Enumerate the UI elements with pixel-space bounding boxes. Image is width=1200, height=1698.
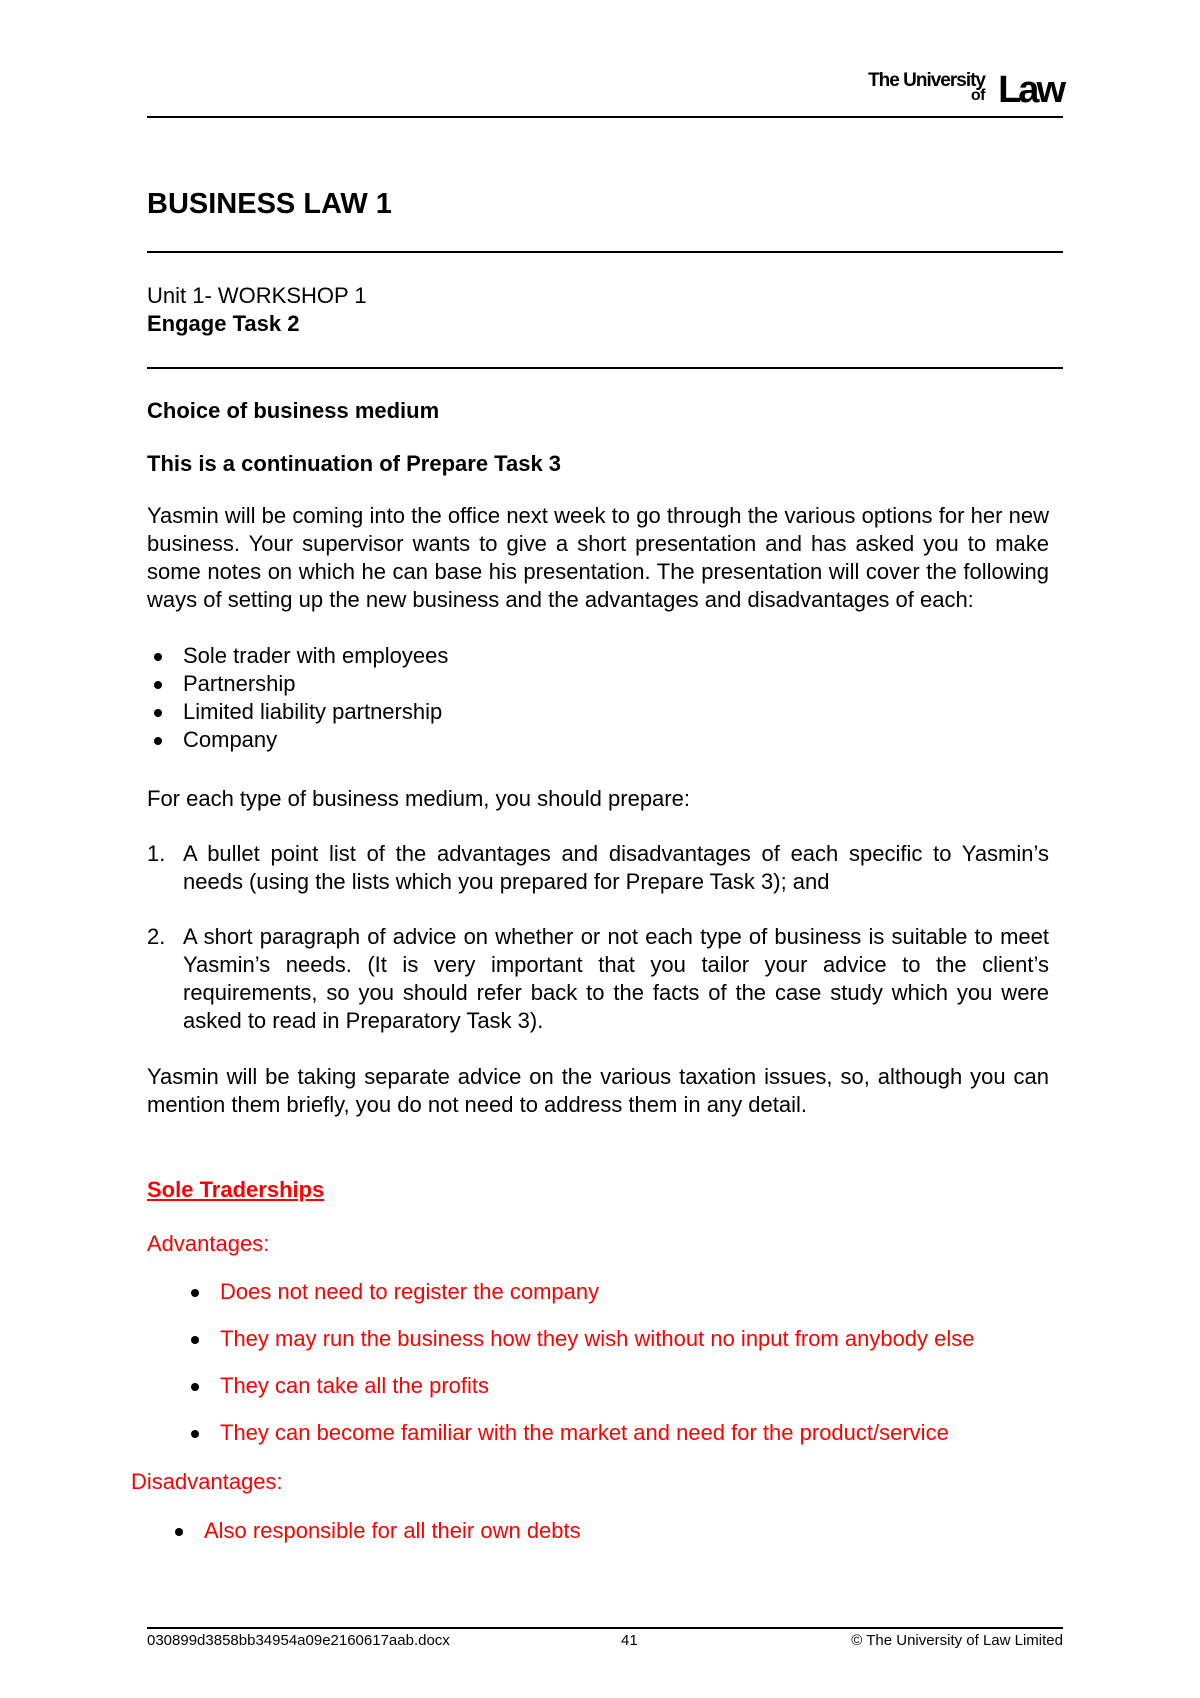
list-item: Limited liability partnership xyxy=(147,698,448,726)
step-number: 2. xyxy=(147,924,166,949)
bullet-icon xyxy=(154,737,162,745)
advantages-label: Advantages: xyxy=(147,1231,270,1256)
list-item: Company xyxy=(147,726,448,754)
logo-text-of: of xyxy=(970,87,985,104)
task-label: Engage Task 2 xyxy=(147,311,300,336)
bullet-icon xyxy=(191,1336,199,1344)
bullet-icon xyxy=(191,1289,199,1297)
sole-traderships-heading: Sole Traderships xyxy=(147,1177,325,1202)
logo-text-university: The University xyxy=(868,70,985,91)
footer-filename: 030899d3858bb34954a09e2160617aab.docx xyxy=(147,1632,450,1649)
list-item: They can take all the profits xyxy=(184,1372,975,1419)
bullet-icon xyxy=(191,1383,199,1391)
list-item: Sole trader with employees xyxy=(147,642,448,670)
heading-choice-of-medium: Choice of business medium xyxy=(147,398,440,423)
title-rule xyxy=(147,251,1063,253)
step-text: A bullet point list of the advantages and disadvantages of each specific to Yasmin’s needs (using the lists which you prepared for Prepare Task 3); and xyxy=(183,841,1049,894)
footer-page-number: 41 xyxy=(621,1632,638,1649)
bullet-icon xyxy=(154,681,162,689)
footer-rule xyxy=(147,1627,1063,1629)
bullet-icon xyxy=(175,1528,183,1536)
list-item: They can become familiar with the market and need for the product/service xyxy=(184,1419,975,1466)
step-2 xyxy=(147,923,1049,1035)
disadvantages-list xyxy=(168,1517,581,1564)
step-text: A short paragraph of advice on whether or not each type of business is suitable to meet Yasmin’s needs. (It is very important that you tailor your advice to the client’s requirements, so you should refer back to the facts of the case study which you were asked to read in Preparatory Task 3). xyxy=(183,924,1049,1033)
business-medium-list xyxy=(147,642,448,754)
list-item: Also responsible for all their own debts xyxy=(168,1517,581,1564)
taxation-note: Yasmin will be taking separate advice on the various taxation issues, so, although you can mention them briefly, you do not need to address them in any detail. xyxy=(147,1064,1049,1117)
bullet-icon xyxy=(154,653,162,661)
heading-continuation: This is a continuation of Prepare Task 3 xyxy=(147,451,562,476)
disadvantages-label: Disadvantages: xyxy=(131,1469,283,1494)
step-number: 1. xyxy=(147,841,166,866)
list-item: They may run the business how they wish without no input from anybody else xyxy=(184,1325,975,1372)
logo-text-law: Law xyxy=(998,69,1063,111)
university-logo xyxy=(843,68,1063,112)
list-item: Does not need to register the company xyxy=(184,1278,975,1325)
prepare-intro: For each type of business medium, you should prepare: xyxy=(147,786,690,811)
bullet-icon xyxy=(191,1430,199,1438)
footer-copyright: © The University of Law Limited xyxy=(851,1632,1063,1649)
bullet-icon xyxy=(154,709,162,717)
section-rule xyxy=(147,367,1063,369)
list-item: Partnership xyxy=(147,670,448,698)
step-1 xyxy=(147,840,1049,896)
intro-paragraph: Yasmin will be coming into the office next week to go through the various options for her new business. Your supervisor wants to give a short presentation and has asked you to make some notes on which he can base his presentation. The presentation will cover the following ways of setting up the new business and the advantages and disadvantages of each: xyxy=(147,503,1049,612)
document-title: BUSINESS LAW 1 xyxy=(147,188,392,220)
header-rule xyxy=(147,116,1063,118)
advantages-list xyxy=(184,1278,975,1466)
unit-label: Unit 1- WORKSHOP 1 xyxy=(147,283,367,308)
